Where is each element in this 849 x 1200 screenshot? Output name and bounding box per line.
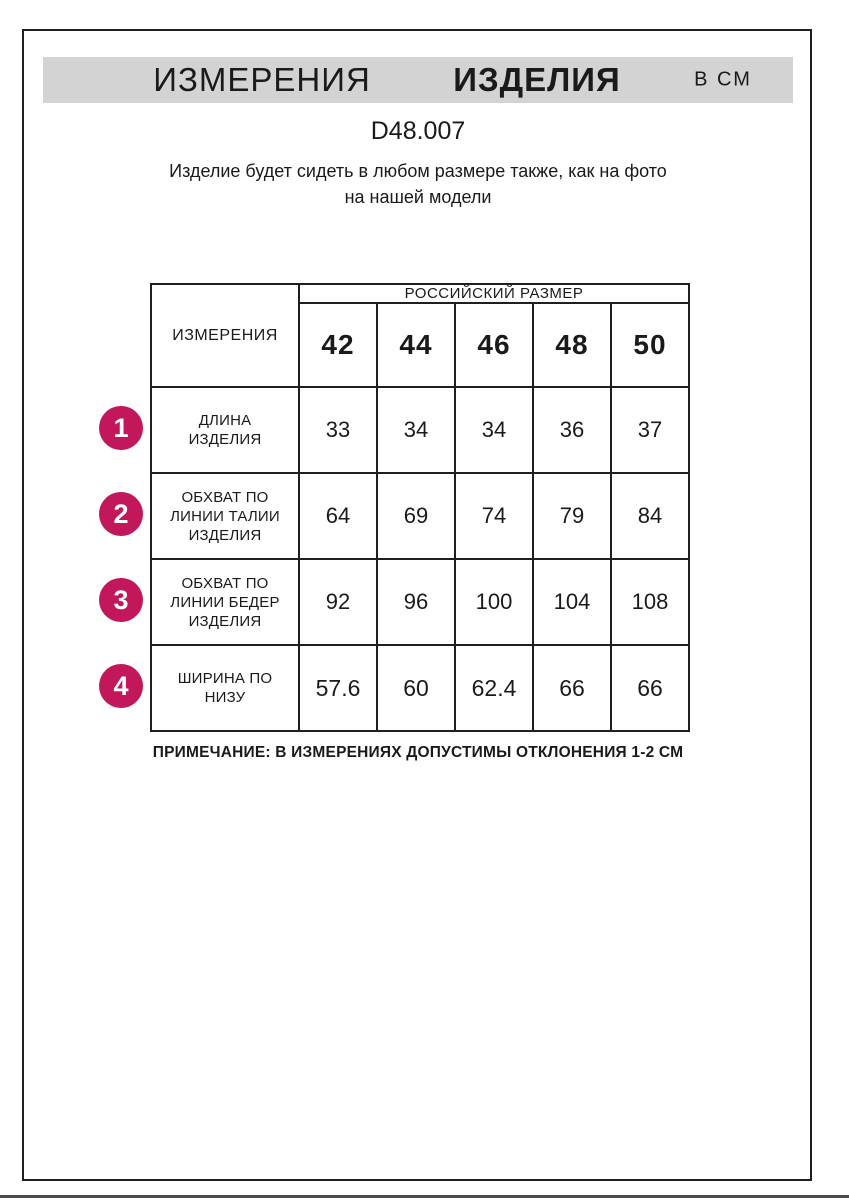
row-number-badge-4: 4 xyxy=(99,664,143,708)
table-row-bottom-width xyxy=(151,645,689,731)
value-cell: 92 xyxy=(299,559,377,645)
row-label: ОБХВАТ ПО ЛИНИИ ТАЛИИ ИЗДЕЛИЯ xyxy=(151,473,299,559)
size-header-cell: 46 xyxy=(455,303,533,387)
value-cell: 84 xyxy=(611,473,689,559)
header-banner xyxy=(43,57,793,103)
value-cell: 62.4 xyxy=(455,645,533,731)
subtitle-line-1: Изделие будет сидеть в любом размере также, как на фото xyxy=(169,161,667,181)
corner-header-cell: ИЗМЕРЕНИЯ xyxy=(151,284,299,387)
measurements-table xyxy=(150,283,690,732)
subtitle-line-2: на нашей модели xyxy=(344,187,492,207)
value-cell: 69 xyxy=(377,473,455,559)
value-cell: 57.6 xyxy=(299,645,377,731)
banner-title-measurements: ИЗМЕРЕНИЯ xyxy=(153,61,371,98)
size-group-header-row xyxy=(151,284,689,303)
value-cell: 66 xyxy=(533,645,611,731)
value-cell: 33 xyxy=(299,387,377,473)
size-group-header-cell: РОССИЙСКИЙ РАЗМЕР xyxy=(299,284,689,303)
size-header-cell: 50 xyxy=(611,303,689,387)
row-label: ДЛИНА ИЗДЕЛИЯ xyxy=(151,387,299,473)
size-header-cell: 48 xyxy=(533,303,611,387)
note-text: ПРИМЕЧАНИЕ: В ИЗМЕРЕНИЯХ ДОПУСТИМЫ ОТКЛОНЕНИЯ 1-2 СМ xyxy=(152,744,684,761)
table-row-length xyxy=(151,387,689,473)
value-cell: 108 xyxy=(611,559,689,645)
row-label: ОБХВАТ ПО ЛИНИИ БЕДЕР ИЗДЕЛИЯ xyxy=(151,559,299,645)
size-header-cell: 42 xyxy=(299,303,377,387)
value-cell: 34 xyxy=(455,387,533,473)
banner-title-product: ИЗДЕЛИЯ xyxy=(453,61,621,98)
value-cell: 79 xyxy=(533,473,611,559)
value-cell: 96 xyxy=(377,559,455,645)
value-cell: 66 xyxy=(611,645,689,731)
table-row-waist xyxy=(151,473,689,559)
page-bottom-edge xyxy=(0,1195,849,1198)
row-number-badge-2: 2 xyxy=(99,492,143,536)
value-cell: 34 xyxy=(377,387,455,473)
value-cell: 36 xyxy=(533,387,611,473)
product-code: D48.007 xyxy=(370,117,466,145)
value-cell: 60 xyxy=(377,645,455,731)
value-cell: 74 xyxy=(455,473,533,559)
value-cell: 64 xyxy=(299,473,377,559)
size-header-cell: 44 xyxy=(377,303,455,387)
banner-units-label: В СМ xyxy=(694,68,752,91)
row-number-badge-1: 1 xyxy=(99,406,143,450)
value-cell: 100 xyxy=(455,559,533,645)
row-number-badge-3: 3 xyxy=(99,578,143,622)
row-label: ШИРИНА ПО НИЗУ xyxy=(151,645,299,731)
table-row-hips xyxy=(151,559,689,645)
subtitle xyxy=(22,158,814,210)
value-cell: 104 xyxy=(533,559,611,645)
value-cell: 37 xyxy=(611,387,689,473)
